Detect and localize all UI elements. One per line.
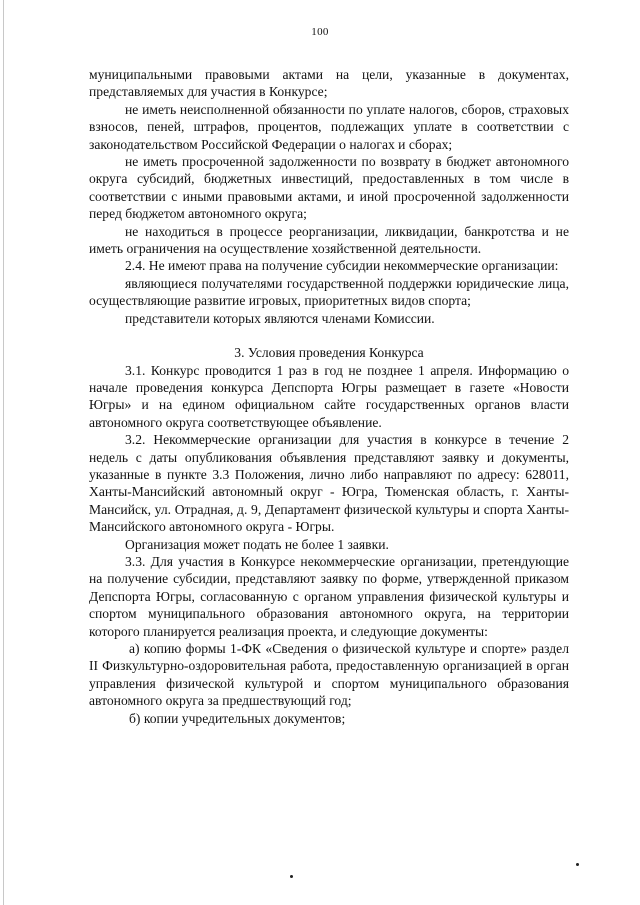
document-body <box>89 66 569 727</box>
list-item-a: а) копию формы 1-ФК «Сведения о физической культуре и спорте» раздел II Физкультурно-оздоровительная работа, предоставленную организацией в орган управления физической культурой и спортом муниципального образования автономного округа за предшествующий год; <box>89 641 569 709</box>
paragraph-no-tax-debt: не иметь неисполненной обязанности по уплате налогов, сборов, страховых взносов, пеней, штрафов, процентов, подлежащих уплате в соответствии с законодательством Российской Федерации о налогах и сборах; <box>89 101 569 152</box>
paragraph-no-overdue-debt: не иметь просроченной задолженности по возврату в бюджет автономного округа субсидий, бюджетных инвестиций, предоставленных в том числе в соответствии с иными правовыми актами, и иной просроченной задолженности перед бюджетом автономного округа; <box>89 154 569 222</box>
paragraph-state-support-recipients: являющиеся получателями государственной поддержки юридические лица, осуществляющие развитие игровых, приоритетных видов спорта; <box>89 275 569 309</box>
paragraph-3-2: 3.2. Некоммерческие организации для участия в конкурсе в течение 2 недель с даты опубликования объявления представляют заявку и документы, указанные в пункте 3.3 Положения, лично либо направляют по адресу: 628011, Ханты-Мансийский автономный округ - Югра, Тюменская область, г. Ханты-Мансийск, ул. Отрадная, д. 9, Департамент физической культуры и спорта Ханты-Мансийского автономного округа - Югры. <box>89 432 569 535</box>
paragraph-2-4: 2.4. Не имеют права на получение субсидии некоммерческие организации: <box>125 258 559 274</box>
page-edge-line <box>3 0 4 905</box>
paragraph-3-1: 3.1. Конкурс проводится 1 раз в год не позднее 1 апреля. Информацию о начале проведения конкурса Депспорта Югры размещает в газете «Новости Югры» и на едином официальном сайте государственных органов власти автономного округа соответствующее объявление. <box>89 362 569 430</box>
paragraph-no-reorganization: не находиться в процессе реорганизации, ликвидации, банкротства и не иметь ограничения на осуществление хозяйственной деятельности. <box>89 223 569 257</box>
paragraph-commission-members: представители которых являются членами Комиссии. <box>125 310 435 326</box>
scan-mark <box>290 875 293 878</box>
paragraph-one-application: Организация может подать не более 1 заявки. <box>125 536 389 552</box>
paragraph-3-3: 3.3. Для участия в Конкурсе некоммерческие организации, претендующие на получение субсидии, представляют заявку по форме, утвержденной приказом Депспорта Югры, согласованную с органом управления физической культуры и спортом муниципального образования автономного округа, на территории которого планируется реализация проекта, и следующие документы: <box>89 553 569 639</box>
section-title: 3. Условия проведения Конкурса <box>234 345 424 361</box>
list-item-b: б) копии учредительных документов; <box>129 710 346 726</box>
paragraph-continuation: муниципальными правовыми актами на цели, указанные в документах, представляемых для участия в Конкурсе; <box>89 67 569 100</box>
scan-mark <box>576 863 579 866</box>
page-number: 100 <box>311 26 329 38</box>
